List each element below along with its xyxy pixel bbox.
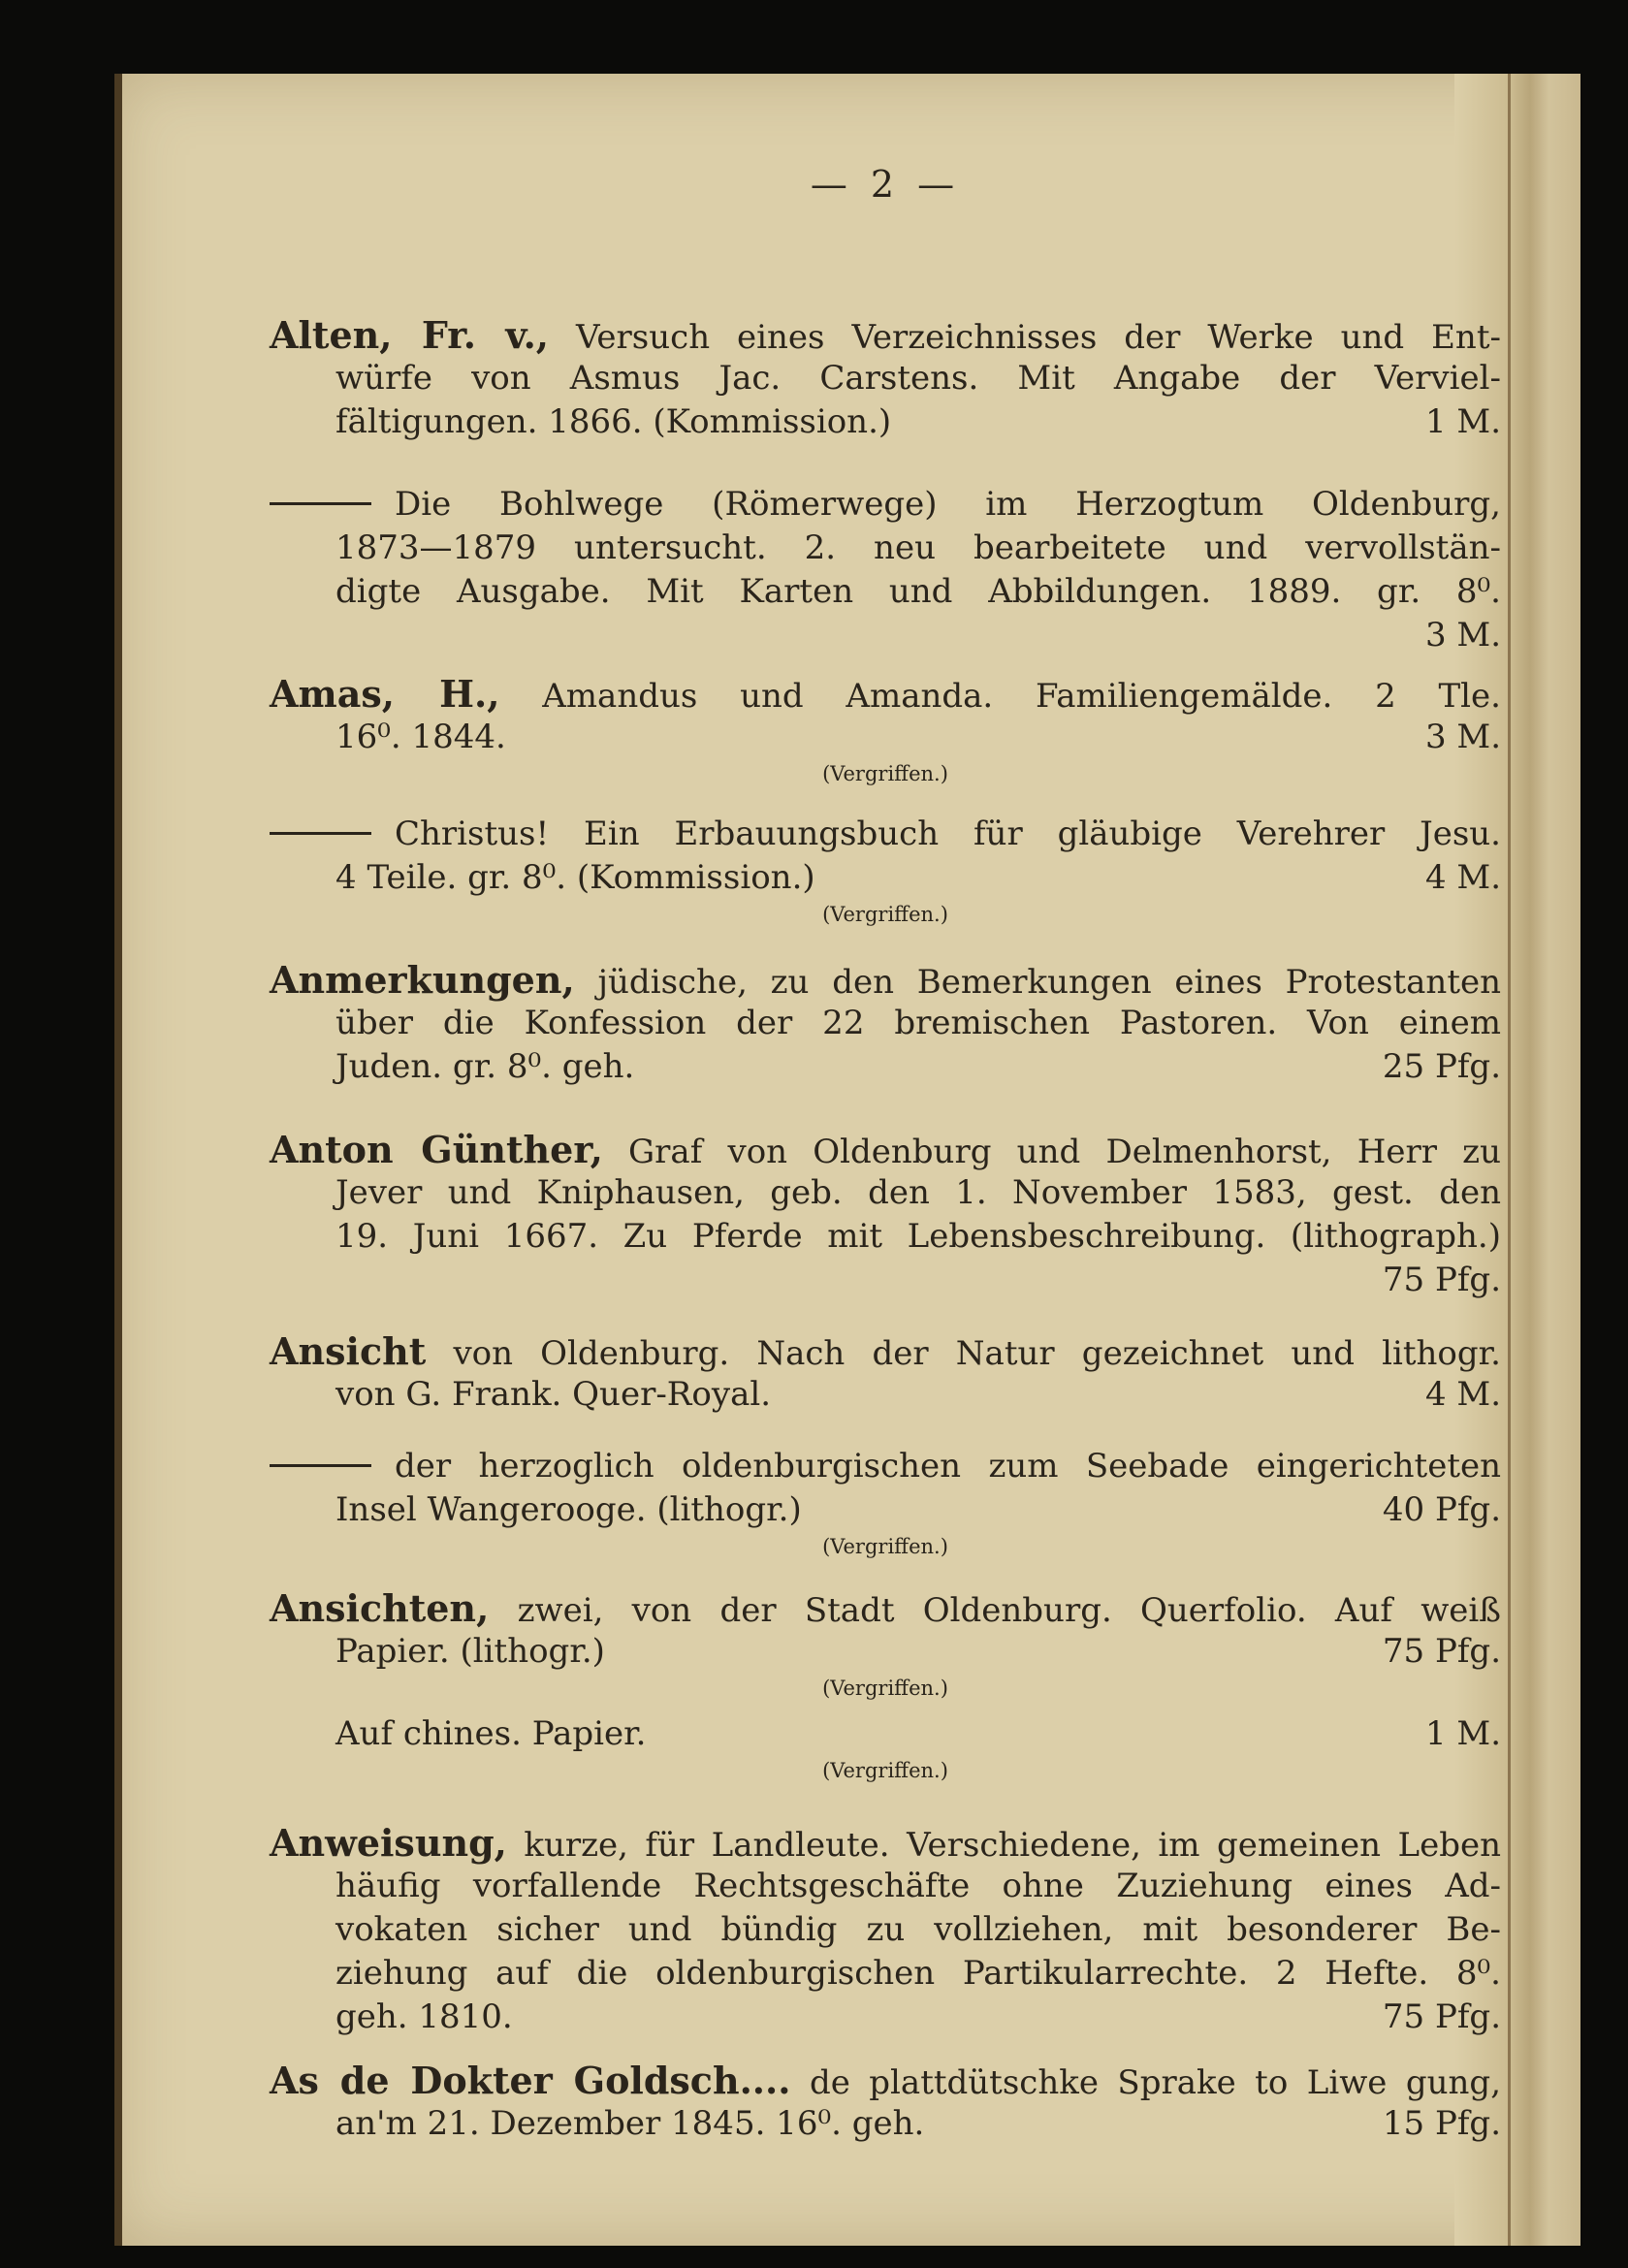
entry-text: geh. 1810.: [335, 1997, 513, 2036]
entry-text: 1873—1879 untersucht. 2. neu bearbeitete und vervollstän-: [335, 528, 1501, 567]
entry-amas-christus: [270, 813, 1501, 929]
entry-text: fältigungen. 1866. (Kommission.): [335, 402, 892, 441]
entry-text: vokaten sicher und bündig zu vollziehen, mit besonderer Be-: [335, 1910, 1501, 1949]
entry-price: 75 Pfg.: [1382, 1997, 1501, 2036]
entry-text: Graf von Oldenburg und Delmenhorst, Herr zu: [628, 1133, 1501, 1171]
entry-amas-amandus: [270, 672, 1501, 788]
entry-text: häufig vorfallende Rechtsgeschäfte ohne Zuziehung eines Ad-: [335, 1867, 1501, 1905]
entry-text: digte Ausgabe. Mit Karten und Abbildungen. 1889. gr. 8⁰.: [335, 572, 1501, 611]
entry-price: 4 M.: [1424, 858, 1501, 897]
entry-text: Juden. gr. 8⁰. geh.: [335, 1047, 635, 1086]
entry-price: 3 M.: [1424, 616, 1501, 655]
entry-price: 15 Pfg.: [1382, 2104, 1501, 2143]
entry-text: von G. Frank. Quer-Royal.: [335, 1375, 772, 1414]
entry-ansicht-oldenburg: [270, 1329, 1501, 1417]
entry-heading: Anmerkungen,: [270, 958, 575, 1002]
entry-text: über die Konfession der 22 bremischen Pastoren. Von einem: [335, 1004, 1501, 1042]
entry-ansicht-insel: [270, 1445, 1501, 1561]
entry-heading: Ansicht: [270, 1329, 427, 1373]
entry-heading: Alten, Fr. v.,: [270, 313, 550, 357]
entry-alten-versuch: [270, 313, 1501, 444]
entry-text: zwei, von der Stadt Oldenburg. Querfolio. Auf weiß: [517, 1591, 1502, 1630]
entry-text: 16⁰. 1844.: [335, 718, 506, 756]
entry-as-de-dokter: [270, 2059, 1501, 2146]
entry-ansichten: [270, 1586, 1501, 1785]
book-page: [114, 74, 1580, 2246]
entry-price: 1 M.: [1424, 1714, 1501, 1753]
entry-text: 19. Juni 1667. Zu Pferde mit Lebensbeschreibung. (lithograph.): [335, 1217, 1501, 1256]
page-number: — 2 —: [810, 163, 961, 206]
entry-text: Jever und Kniphausen, geb. den 1. November 1583, gest. den: [335, 1173, 1501, 1212]
entry-price: 75 Pfg.: [1382, 1261, 1501, 1299]
entry-price: 3 M.: [1424, 718, 1501, 756]
entry-text: 4 Teile. gr. 8⁰. (Kommission.): [335, 858, 815, 897]
entry-anweisung: [270, 1821, 1501, 2039]
entry-text: würfe von Asmus Jac. Carstens. Mit Angabe der Verviel-: [335, 359, 1501, 398]
entry-text: ziehung auf die oldenburgischen Partikularrechte. 2 Hefte. 8⁰.: [335, 1954, 1501, 1993]
entry-text: Die Bohlwege (Römerwege) im Herzogtum Oldenburg,: [395, 485, 1501, 524]
entry-text: Christus! Ein Erbauungsbuch für gläubige Verehrer Jesu.: [395, 815, 1501, 853]
entry-text: Versuch eines Verzeichnisses der Werke und Ent-: [576, 318, 1501, 357]
entry-heading: Anton Günther,: [270, 1128, 603, 1171]
entry-text: kurze, für Landleute. Verschiedene, im gemeinen Leben: [524, 1826, 1501, 1865]
out-of-print-note: (Vergriffen.): [822, 903, 948, 926]
entry-alten-bohlwege: [270, 483, 1501, 657]
entry-text: Papier. (lithogr.): [335, 1632, 605, 1671]
out-of-print-note: (Vergriffen.): [822, 1677, 948, 1700]
entry-text: Insel Wangerooge. (lithogr.): [335, 1490, 802, 1529]
entry-heading: Amas, H.,: [270, 672, 500, 716]
book-spine: [114, 74, 122, 2246]
entry-text: Amandus und Amanda. Familiengemälde. 2 Tle.: [542, 677, 1501, 716]
ditto-dash: [270, 832, 371, 835]
gutter-fold: [1508, 74, 1511, 2246]
entry-price: 4 M.: [1424, 1375, 1501, 1414]
ditto-dash: [270, 1464, 371, 1467]
entry-price: 75 Pfg.: [1382, 1632, 1501, 1671]
entry-price: 40 Pfg.: [1382, 1490, 1501, 1529]
entry-text: de plattdütschke Sprake to Liwe gung,: [809, 2063, 1501, 2102]
entry-heading: Anweisung,: [270, 1821, 507, 1865]
out-of-print-note: (Vergriffen.): [822, 762, 948, 785]
entry-heading: As de Dokter Goldsch....: [270, 2059, 791, 2102]
entry-heading: Ansichten,: [270, 1586, 490, 1630]
entry-text: Auf chines. Papier.: [335, 1714, 647, 1753]
out-of-print-note: (Vergriffen.): [822, 1759, 948, 1782]
entry-anmerkungen: [270, 958, 1501, 1089]
entry-price: 25 Pfg.: [1382, 1047, 1501, 1086]
entry-price: 1 M.: [1424, 402, 1501, 441]
entry-text: der herzoglich oldenburgischen zum Seebade eingerichteten: [395, 1447, 1501, 1485]
out-of-print-note: (Vergriffen.): [822, 1535, 948, 1558]
entry-text: jüdische, zu den Bemerkungen eines Protestanten: [597, 963, 1501, 1002]
entry-anton-guenther: [270, 1128, 1501, 1302]
entry-text: von Oldenburg. Nach der Natur gezeichnet und lithogr.: [453, 1334, 1501, 1373]
ditto-dash: [270, 502, 371, 505]
entry-text: an'm 21. Dezember 1845. 16⁰. geh.: [335, 2104, 925, 2143]
